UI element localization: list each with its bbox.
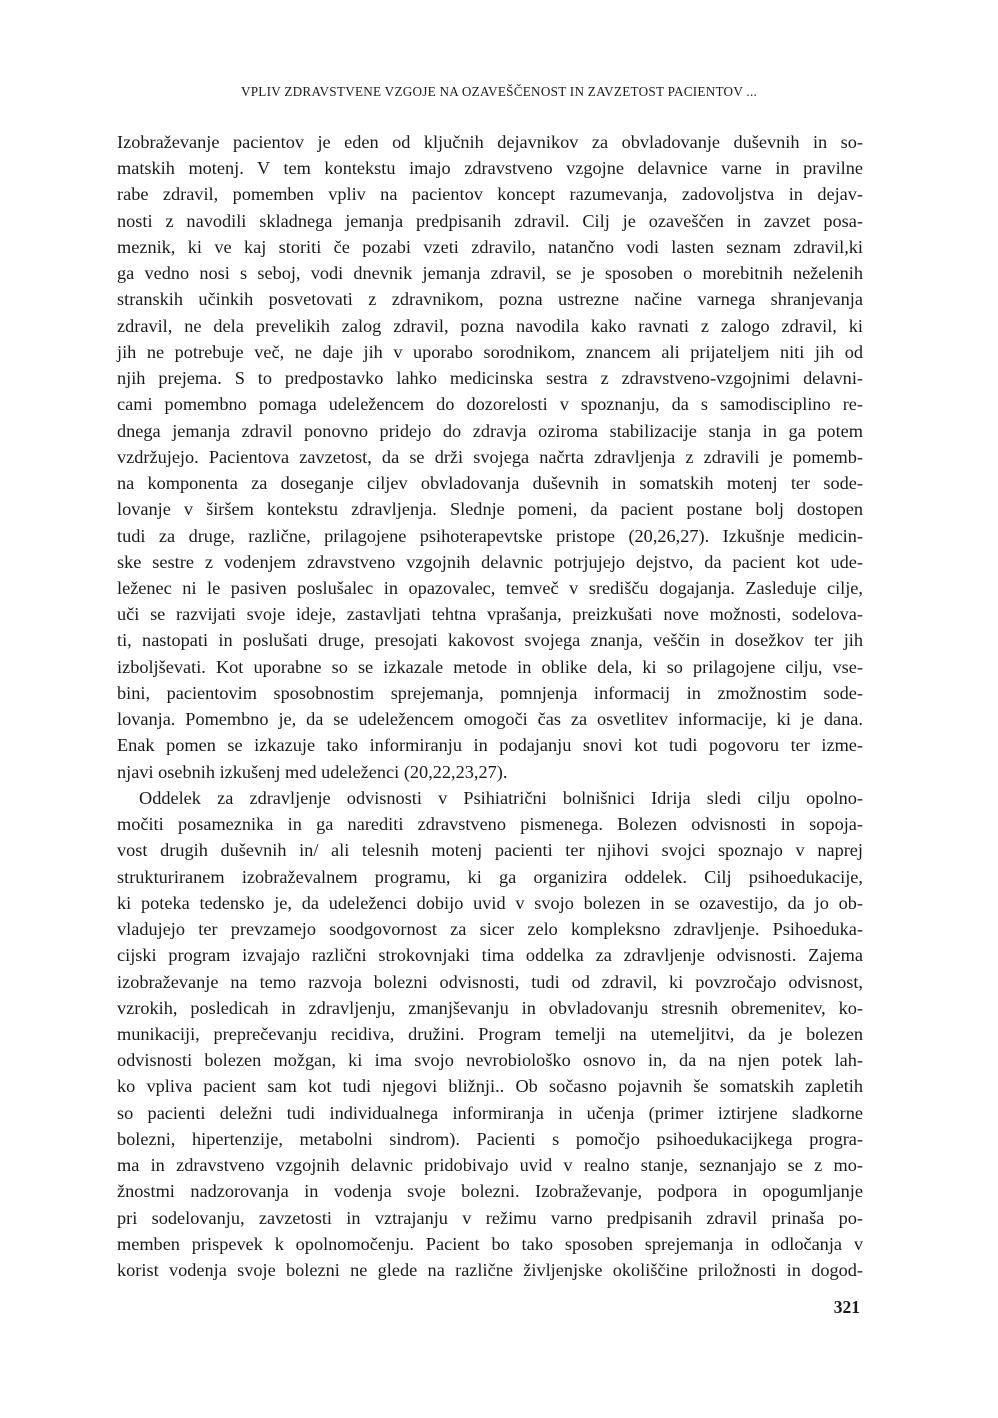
text-line: meznik, ki ve kaj storiti če pozabi vzeti zdravilo, natančno vodi lasten seznam zdravil,ki [117,236,863,257]
text-line: izobraževanje na temo razvoja bolezni odvisnosti, tudi od zdravil, ki povzročajo odvisnost, [117,971,863,992]
text-line: zdravil, ne dela prevelikih zalog zdravil, pozna navodila kako ravnati z zalogo zdravil, ki [117,315,863,336]
text-line: uči se razvijati svoje ideje, zastavljati tehtna vprašanja, preizkušati nove možnosti, sodelova- [117,604,863,625]
page-number: 321 [833,1297,860,1317]
text-line: ma in zdravstveno vzgojnih delavnic pridobivajo uvid v realno stanje, seznanjajo se z mo- [117,1155,863,1176]
text-line: vladujejo ter prevzamejo soodgovornost za sicer zelo kompleksno zdravljenje. Psihoeduka- [117,919,863,940]
paragraph-1 [117,129,863,785]
text-line: vost drugih duševnih in/ ali telesnih motenj pacienti ter njihovi svojci spoznajo v naprej [117,840,863,861]
text-line: žnostmi nadzorovanja in vodenja svoje bolezni. Izobraževanje, podpora in opogumljanje [117,1181,863,1202]
paragraph-2 [117,785,863,1283]
text-line: munikaciji, preprečevanju recidiva, družini. Program temelji na utemeljitvi, da je bolezen [117,1023,863,1044]
text-line: Oddelek za zdravljenje odvisnosti v Psihiatrični bolnišnici Idrija sledi cilju opolno- [139,787,863,808]
text-line: njih prejema. S to predpostavko lahko medicinska sestra z zdravstveno-vzgojnimi delavni- [117,368,863,389]
text-line: strukturiranem izobraževalnem programu, ki ga organizira oddelek. Cilj psihoedukacije, [117,866,863,887]
text-line: dnega jemanja zdravil ponovno pridejo do zdravja oziroma stabilizacije stanja in ga potem [117,420,863,441]
text-line: ske sestre z vodenjem zdravstveno vzgojnih delavnic potrjujejo dejstvo, da pacient kot ude- [117,551,863,572]
text-line: ga vedno nosi s seboj, vodi dnevnik jemanja zdravil, se je sposoben o morebitnih neželenih [117,263,863,284]
text-line: Izobraževanje pacientov je eden od ključnih dejavnikov za obvladovanje duševnih in so- [117,132,863,152]
text-line: leženec ni le pasiven poslušalec in opazovalec, temveč v središču dogajanja. Zasleduje cilje, [117,577,863,598]
text-line: lovanje v širšem kontekstu zdravljenja. Slednje pomeni, da pacient postane bolj dostopen [117,499,863,520]
text-line: ko vpliva pacient sam kot tudi njegovi bližnji.. Ob sočasno pojavnih še somatskih zapletih [117,1076,863,1097]
text-line: stranskih učinkih posvetovati z zdravnikom, pozna ustrezne načine varnega shranjevanja [117,289,863,310]
text-line: tudi za druge, različne, prilagojene psihoterapevtske pristope (20,26,27). Izkušnje medicin- [117,525,863,546]
text-line: vzdržujejo. Pacientova zavzetost, da se drži svojega načrta zdravljenja z zdravili je pomemb- [117,446,863,467]
text-line: vzrokih, posledicah in zdravljenju, zmanjševanju in obvladovanju stresnih obremenitev, ko- [117,997,863,1018]
text-line: ki poteka tedensko je, da udeleženci dobijo uvid v svojo bolezen in se ozavestijo, da jo ob- [117,892,863,913]
text-line: na komponenta za doseganje ciljev obvladovanja duševnih in somatskih motenj ter sode- [117,473,863,494]
text-line: bini, pacientovim sposobnostim sprejemanja, pomnjenja informacij in zmožnostim sode- [117,682,863,703]
text-line: ti, nastopati in poslušati druge, presojati kakovost svojega znanja, veščin in dosežkov ter jih [117,630,863,651]
text-line: močiti posameznika in ga narediti zdravstveno pismenega. Bolezen odvisnosti in sopoja- [117,814,863,835]
text-line: bolezni, hipertenzije, metabolni sindrom). Pacienti s pomočjo psihoedukacijkega progra- [117,1128,863,1149]
text-line: njavi osebnih izkušenj med udeleženci (20,22,23,27). [117,761,508,782]
text-line: so pacienti deležni tudi individualnega informiranja in učenja (primer iztirjene sladkorne [117,1102,863,1123]
text-line: pri sodelovanju, zavzetosti in vztrajanju v režimu varno predpisanih zdravil prinaša po- [117,1207,863,1228]
text-line: cami pomembno pomaga udeležencem do dozorelosti v spoznanju, da s samodisciplino re- [117,394,863,415]
text-line: jih ne potrebuje več, ne daje jih v uporabo sorodnikom, znancem ali prijateljem niti jih od [117,341,863,362]
text-line: cijski program izvajajo različni strokovnjaki tima oddelka za zdravljenje odvisnosti. Zajema [117,945,863,966]
text-line: nosti z navodili skladnega jemanja predpisanih zdravil. Cilj je ozaveščen in zavzet posa- [117,210,863,231]
text-line: matskih motenj. V tem kontekstu imajo zdravstveno vzgojne delavnice varne in pravilne [117,158,863,179]
body-text [117,129,863,1283]
text-line: memben prispevek k opolnomočenju. Pacient bo tako sposoben sprejemanja in odločanja v [117,1233,863,1254]
text-line: izboljševati. Kot uporabne so se izkazale metode in oblike dela, ki so prilagojene cilju, vse- [117,656,863,677]
running-header: VPLIV ZDRAVSTVENE VZGOJE NA OZAVEŠČENOST IN ZAVZETOST PACIENTOV ... [240,84,758,99]
text-line: korist vodenja svoje bolezni ne glede na različne življenjske okoliščine priložnosti in dogod- [117,1260,863,1281]
text-line: odvisnosti bolezen možgan, ki ima svojo nevrobiološko osnovo in, da na njen potek lah- [117,1050,863,1071]
text-line: lovanja. Pomembno je, da se udeležencem omogoči čas za osvetlitev informacije, ki je dana. [117,709,863,730]
text-line: rabe zdravil, pomemben vpliv na pacientov koncept razumevanja, zadovoljstva in dejav- [117,184,863,205]
text-line: Enak pomen se izkazuje tako informiranju in podajanju snovi kot tudi pogovoru ter izme- [117,735,863,756]
